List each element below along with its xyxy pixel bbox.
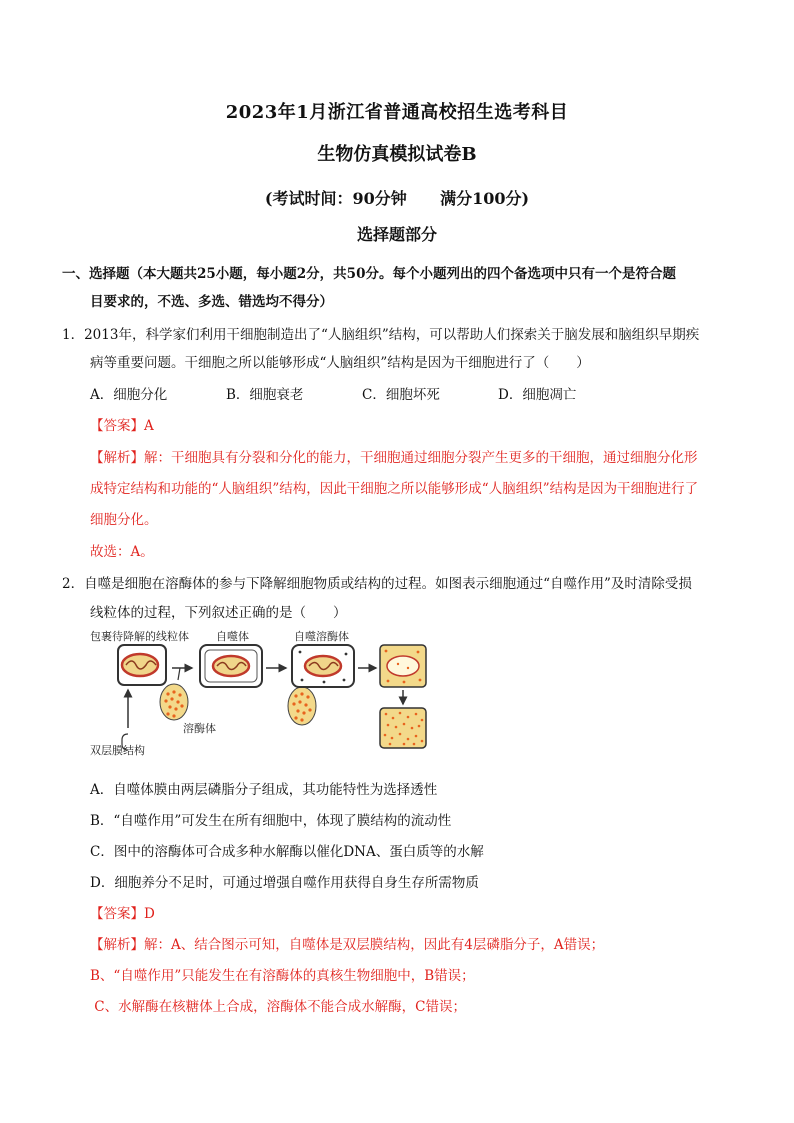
q1-analysis-line2: 成特定结构和功能的“人脑组织”结构，因此干细胞之所以能够形成“人脑组织”结构是因为干细胞进行了 [90, 481, 699, 497]
instructions-line2: 目要求的，不选、多选、错选均不得分） [90, 294, 333, 310]
stage4-degradation [380, 645, 426, 687]
q2-analysis-line2: B、“自噬作用”只能发生在有溶酶体的真核生物细胞中，B错误； [90, 968, 475, 984]
stage5-degraded [380, 708, 426, 748]
q1-analysis-line3: 细胞分化。 [90, 512, 158, 528]
q1-answer: 【答案】A [90, 418, 154, 434]
section-title: 选择题部分 [356, 225, 437, 244]
q2-option-a: A．自噬体膜由两层磷脂分子组成，其功能特性为选择透性 [90, 782, 438, 798]
q2-analysis-line1: 【解析】解：A、结合图示可知，自噬体是双层膜结构，因此有4层磷脂分子，A错误； [90, 937, 605, 953]
exam-title-line2: 生物仿真模拟试卷B [317, 144, 477, 165]
q1-stem-line1: 1．2013年，科学家们利用干细胞制造出了“人脑组织”结构，可以帮助人们探索关于脑发展和脑组织早期疾 [62, 327, 700, 343]
q1-option-a: A．细胞分化 [90, 387, 168, 403]
label-double-membrane: 双层膜结构 [90, 744, 145, 757]
exam-info: (考试时间：90分钟 满分100分) [264, 189, 530, 208]
q2-option-c: C．图中的溶酶体可合成多种水解酶以催化DNA、蛋白质等的水解 [90, 844, 484, 860]
stage2-autophagosome [200, 645, 262, 687]
instructions-line1: 一、选择题（本大题共25小题，每小题2分，共50分。每个小题列出的四个备选项中只有一个是符合题 [62, 266, 676, 282]
q1-conclusion: 故选：A。 [90, 544, 154, 560]
label-autolysosome: 自噬溶酶体 [294, 630, 349, 643]
stage1-cell [118, 645, 166, 685]
q2-analysis-line3: C、水解酶在核糖体上合成，溶酶体不能合成水解酶，C错误； [90, 999, 466, 1015]
q2-answer: 【答案】D [90, 906, 155, 922]
q1-analysis-line1: 【解析】解：干细胞具有分裂和分化的能力，干细胞通过细胞分裂产生更多的干细胞，通过细胞分化形 [90, 450, 698, 466]
q2-option-d: D．细胞养分不足时，可通过增强自噬作用获得自身生存所需物质 [90, 875, 479, 891]
label-mitochondria: 包裹待降解的线粒体 [90, 630, 189, 643]
q1-option-d: D．细胞凋亡 [498, 387, 577, 403]
q1-option-b: B．细胞衰老 [226, 387, 304, 403]
q1-stem-line2: 病等重要问题。干细胞之所以能够形成“人脑组织”结构是因为干细胞进行了（ ） [90, 355, 590, 371]
exam-title-line1: 2023年1月浙江省普通高校招生选考科目 [225, 102, 569, 123]
stage3-autolysosome [292, 645, 354, 687]
autophagy-diagram [88, 628, 428, 763]
q2-stem-line1: 2．自噬是细胞在溶酶体的参与下降解细胞物质或结构的过程。如图表示细胞通过“自噬作用”及时清除受损 [62, 576, 692, 592]
q1-option-c: C．细胞坏死 [362, 387, 440, 403]
lysosome-1 [160, 684, 188, 720]
q2-stem-line2: 线粒体的过程，下列叙述正确的是（ ） [90, 605, 347, 621]
q2-option-b: B．“自噬作用”可发生在所有细胞中，体现了膜结构的流动性 [90, 813, 452, 829]
lysosome-2 [288, 687, 316, 725]
label-lysosome: 溶酶体 [183, 722, 216, 735]
label-autophagosome: 自噬体 [216, 630, 249, 643]
